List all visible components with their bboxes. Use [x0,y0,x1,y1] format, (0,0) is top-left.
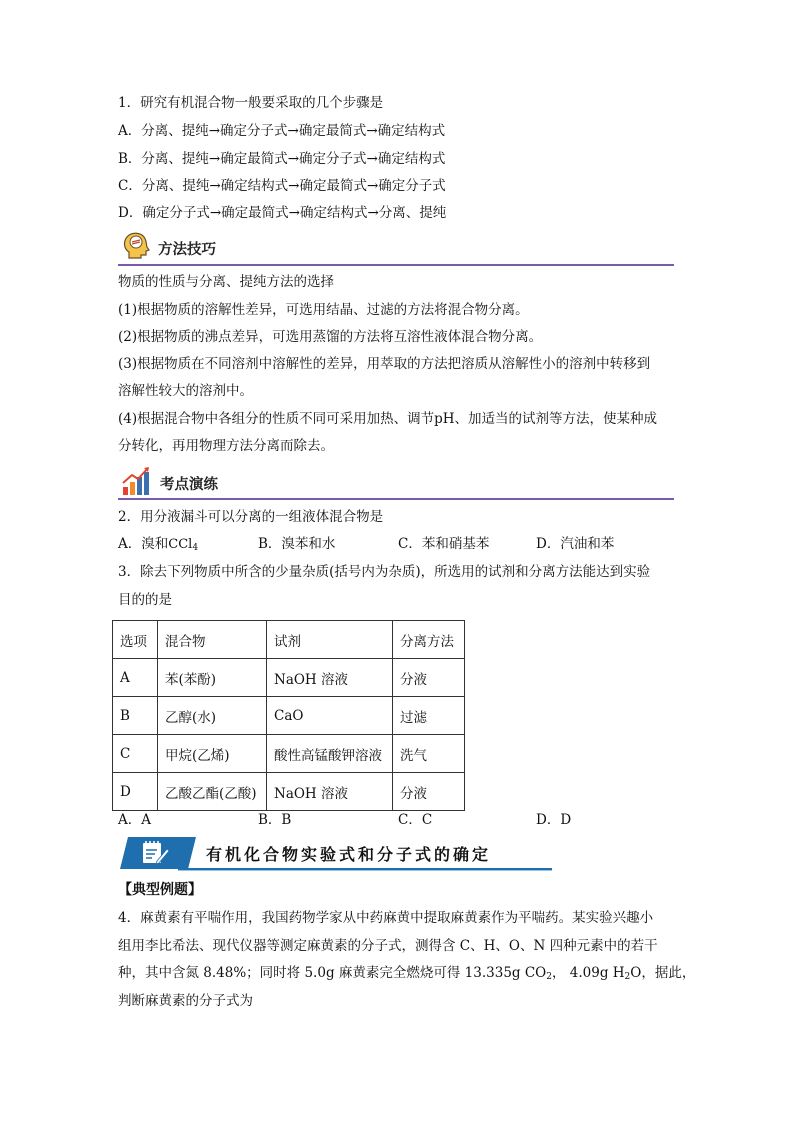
bar-chart-icon [120,465,152,497]
table-cell: 甲烷(乙烯) [158,735,267,773]
section-banner [118,833,554,873]
q2-option-b[interactable]: B．溴苯和水 [258,536,336,552]
table-cell: A [113,659,158,697]
h2o-subscript: 2 [624,972,631,982]
method-line-6: (4)根据混合物中各组分的性质不同可采用加热、调节pH、加适当的试剂等方法，使某种成 [118,411,658,427]
table-cell: 洗气 [393,735,465,773]
q4-line-3: 种，其中含氮 8.48%；同时将 5.0g 麻黄素完全燃烧可得 13.335g $CO_2$， 4.09g $H_2O$，据此， [118,965,696,982]
co2-mass: 13.335g CO [464,965,547,981]
table-cell: 乙醇(水) [158,697,267,735]
table-row [113,697,465,735]
table-cell: C [113,735,158,773]
q4-line-2: 组用李比希法、现代仪器等测定麻黄素的分子式，测得含 C、H、O、N 四种元素中的若干 [118,938,658,954]
table-cell: B [113,697,158,735]
q3-option-a[interactable]: A．A [118,812,151,828]
q1-option-b[interactable]: B．分离、提纯→确定最简式→确定分子式→确定结构式 [118,151,446,167]
method-line-1: 物质的性质与分离、提纯方法的选择 [118,274,334,290]
q2-option-a[interactable] [118,538,198,553]
q2-option-a-subscript: 4 [192,543,199,553]
q3-stem-line-2: 目的的是 [118,592,172,608]
q2-option-a-label: A．溴和 [118,536,169,552]
table-cell: D [113,773,158,811]
q3-option-d[interactable]: D．D [536,812,572,828]
notepad-pen-icon [140,839,170,867]
table-cell: 过滤 [393,697,465,735]
example-heading: 【典型例题】 [118,882,202,898]
table-header-cell: 选项 [113,621,158,659]
method-section-rule [118,264,674,266]
q4-line-4: 判断麻黄素的分子式为 [118,993,253,1009]
practice-section-rule [118,498,674,500]
h2o-mass: 4.09g H [569,965,625,981]
q2-option-c[interactable]: C．苯和硝基苯 [398,536,490,552]
q3-option-b[interactable]: B．B [258,812,292,828]
h2o-oxygen: O [630,965,642,981]
method-line-4: (3)根据物质在不同溶剂中溶解性的差异，用萃取的方法把溶质从溶解性小的溶剂中转移到 [118,356,651,372]
practice-section-title: 考点演练 [160,477,218,493]
method-section-header [118,228,674,266]
q2-option-d[interactable]: D．汽油和苯 [536,536,615,552]
section-banner-title: 有机化合物实验式和分子式的确定 [206,845,492,864]
table-cell: 苯(苯酚) [158,659,267,697]
table-row [113,735,465,773]
table-header-cell: 混合物 [158,621,267,659]
method-line-3: (2)根据物质的沸点差异，可选用蒸馏的方法将互溶性液体混合物分离。 [118,329,543,345]
q1-stem: 1．研究有机混合物一般要采取的几个步骤是 [118,95,384,111]
method-line-7: 分转化，再用物理方法分离而除去。 [118,438,334,454]
table-cell: 酸性高锰酸钾溶液 [267,735,393,773]
co2-subscript: 2 [546,972,552,982]
q4-line-1: 4．麻黄素有平喘作用，我国药物学家从中药麻黄中提取麻黄素作为平喘药。某实验兴趣小 [118,910,654,926]
table-header-cell: 分离方法 [393,621,465,659]
q3-option-c[interactable]: C．C [398,812,433,828]
q1-option-a[interactable]: A．分离、提纯→确定分子式→确定最简式→确定结构式 [118,123,446,139]
table-cell: 分液 [393,659,465,697]
table-header-row [113,621,465,659]
q3-table [112,620,465,811]
q3-stem-line-1: 3．除去下列物质中所含的少量杂质(括号内为杂质)，所选用的试剂和分离方法能达到实验 [118,564,651,580]
method-section-title: 方法技巧 [158,242,216,258]
q4-line-3-text: 种，其中含氮 8.48%；同时将 5.0g 麻黄素完全燃烧可得 [118,965,461,981]
table-cell: CaO [267,697,393,735]
q1-option-c[interactable]: C．分离、提纯→确定结构式→确定最简式→确定分子式 [118,178,446,194]
q4-line-3-end: ，据此， [641,965,696,981]
table-cell: 乙酸乙酯(乙酸) [158,773,267,811]
q2-option-a-formula: CCl [168,537,193,552]
table-row [113,659,465,697]
method-line-2: (1)根据物质的溶解性差异，可选用结晶、过滤的方法将混合物分离。 [118,302,529,318]
table-header-cell: 试剂 [267,621,393,659]
table-row [113,773,465,811]
q2-stem: 2．用分液漏斗可以分离的一组液体混合物是 [118,509,384,525]
method-line-5: 溶解性较大的溶剂中。 [118,383,253,399]
table-cell: NaOH 溶液 [267,773,393,811]
table-cell: 分液 [393,773,465,811]
table-cell: NaOH 溶液 [267,659,393,697]
q1-option-d[interactable]: D．确定分子式→确定最简式→确定结构式→分离、提纯 [118,205,447,221]
practice-section-header [118,462,674,500]
head-brain-icon [120,230,152,262]
